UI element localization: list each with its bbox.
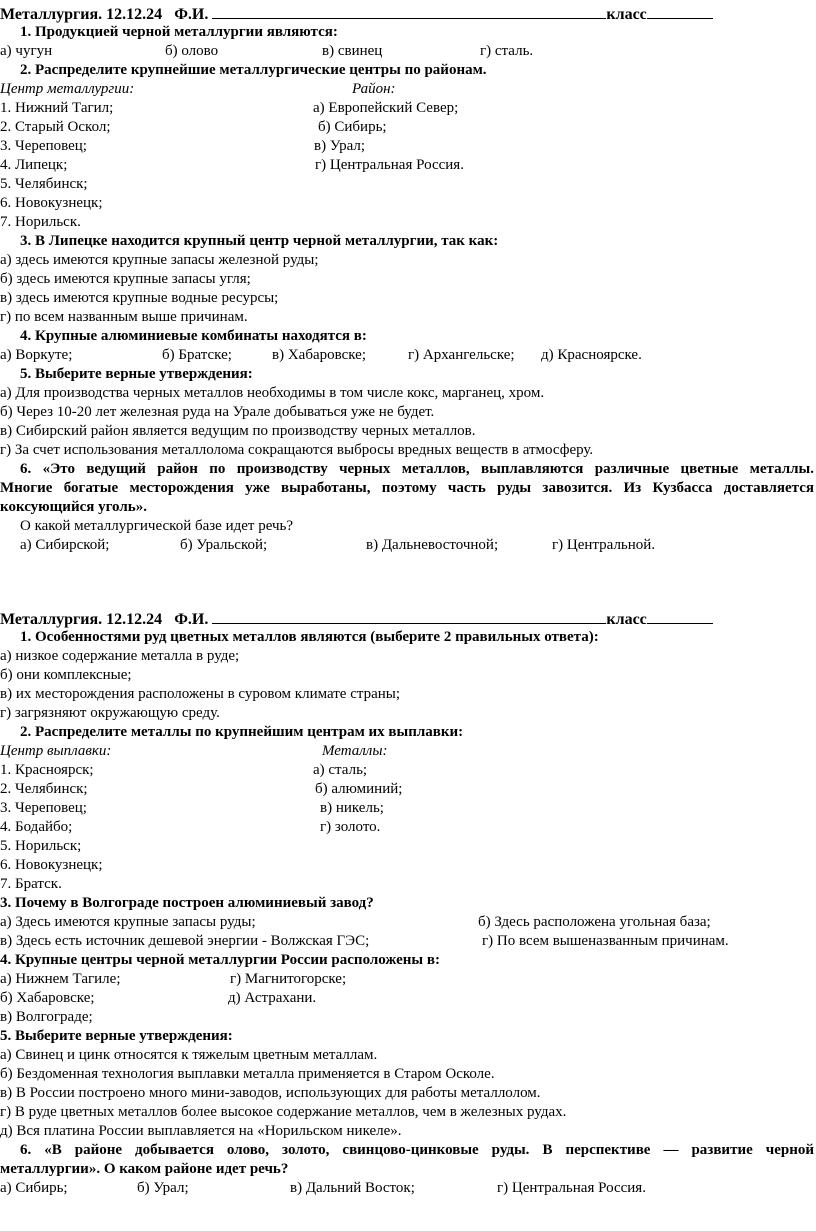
test1-q5-option-a: а) Для производства черных металлов необходимы в том числе кокс, марганец, хром. <box>0 385 545 401</box>
test1-q5-option-b: б) Через 10-20 лет железная руда на Урале добываться уже не будет. <box>0 404 435 420</box>
test1-q2-center: 1. Нижний Тагил; <box>0 100 114 116</box>
test1-q2-region: в) Урал; <box>314 138 366 154</box>
test1-q2-row <box>0 99 816 117</box>
test2-q2-title: 2. Распределите металлы по крупнейшим центрам их выплавки: <box>20 724 464 740</box>
test1-q3-option-d: г) по всем названным выше причинам. <box>0 309 248 325</box>
test2-q2-center: 5. Норильск; <box>0 838 82 854</box>
test1-q6-text-line3: коксующийся уголь». <box>0 499 147 515</box>
test2-q2-center: 2. Челябинск; <box>0 781 88 797</box>
test2-q3-option-c: в) Здесь есть источник дешевой энергии - Волжская ГЭС; <box>0 933 370 949</box>
test1-fio-field[interactable] <box>212 4 606 19</box>
test1-q1-option-d: г) сталь. <box>480 43 534 59</box>
test1-q3-title: 3. В Липецке находится крупный центр черной металлургии, так как: <box>20 233 499 249</box>
test1-header <box>0 4 713 22</box>
test2-q4-option-c: в) Волгограде; <box>0 1009 93 1025</box>
test2-q2-center: 6. Новокузнецк; <box>0 857 103 873</box>
test2-q1-option-d: г) загрязняют окружающую среду. <box>0 705 220 721</box>
test1-q2-title: 2. Распределите крупнейшие металлургические центры по районам. <box>20 62 487 78</box>
test2-q6-option-c: в) Дальний Восток; <box>290 1180 415 1196</box>
test1-q4-option-e: д) Красноярске. <box>541 347 642 363</box>
test2-q6-text-line1: 6. «В районе добывается олово, золото, свинцово-цинковые руды. В перспективе — развитие черной <box>20 1142 814 1158</box>
test2-q4-option-e: д) Астрахани. <box>228 990 317 1006</box>
test1-q4-option-a: а) Воркуте; <box>0 347 73 363</box>
test1-q2-center: 3. Череповец; <box>0 138 87 154</box>
test2-q4-option-a: а) Нижнем Тагиле; <box>0 971 121 987</box>
test1-q5-option-c: в) Сибирский район является ведущим по производству черных металлов. <box>0 423 476 439</box>
test2-q5-option-b: б) Бездоменная технология выплавки металла применяется в Старом Осколе. <box>0 1066 495 1082</box>
test2-fio-field[interactable] <box>212 609 606 624</box>
test1-q4-option-c: в) Хабаровске; <box>272 347 366 363</box>
test2-q2-metal: в) никель; <box>320 800 384 816</box>
test2-q2-center: 1. Красноярск; <box>0 762 94 778</box>
test1-q6-option-c: в) Дальневосточной; <box>366 537 499 553</box>
test1-q5-title: 5. Выберите верные утверждения: <box>20 366 253 382</box>
test1-q2-col-left: Центр металлургии: <box>0 81 135 97</box>
test2-q4-row <box>0 970 816 988</box>
test1-q2-columns <box>0 80 816 98</box>
test1-q1-option-b: б) олово <box>165 43 219 59</box>
test1-q1-options <box>0 42 816 60</box>
test1-fio-label: Ф.И. <box>174 6 209 23</box>
test1-q3-option-b: б) здесь имеются крупные запасы угля; <box>0 271 251 287</box>
test1-q3-option-c: в) здесь имеются крупные водные ресурсы; <box>0 290 279 306</box>
test2-q1-option-c: в) их месторождения расположены в суровом климате страны; <box>0 686 401 702</box>
test2-q5-option-e: д) Вся платина России выплавляется на «Норильском никеле». <box>0 1123 402 1139</box>
test2-q1-option-b: б) они комплексные; <box>0 667 132 683</box>
test2-q2-center: 3. Череповец; <box>0 800 87 816</box>
test2-q3-option-b: б) Здесь расположена угольная база; <box>478 914 711 930</box>
test2-q2-col-right: Металлы: <box>322 743 388 759</box>
test1-q6-text-line2: Многие богатые месторождения уже выработаны, поэтому часть руды завозится. Из Кузбасса доставляется <box>0 480 814 496</box>
test2-q2-center: 4. Бодайбо; <box>0 819 73 835</box>
test2-q4-title: 4. Крупные центры черной металлургии России расположены в: <box>0 952 440 968</box>
test1-q6-option-a: а) Сибирской; <box>20 537 110 553</box>
test1-class-field[interactable] <box>647 4 713 19</box>
test2-q3-option-d: г) По всем вышеназванным причинам. <box>482 933 729 949</box>
test1-q1-option-a: а) чугун <box>0 43 53 59</box>
test1-q4-option-d: г) Архангельске; <box>408 347 515 363</box>
test1-q2-row <box>0 137 816 155</box>
test1-q1-title: 1. Продукцией черной металлургии являются: <box>20 24 338 40</box>
test1-q4-option-b: б) Братске; <box>162 347 232 363</box>
test1-q6-text-line1: 6. «Это ведущий район по производству черных металлов, выплавляются различные цветные металлы. <box>20 461 814 477</box>
test1-q3-option-a: а) здесь имеются крупные запасы железной руды; <box>0 252 319 268</box>
test1-q6-option-d: г) Центральной. <box>552 537 656 553</box>
test2-q4-row <box>0 989 816 1007</box>
test2-fio-label: Ф.И. <box>174 611 209 628</box>
test2-q2-center: 7. Братск. <box>0 876 62 892</box>
test1-q2-row <box>0 118 816 136</box>
test1-q4-options <box>0 346 816 364</box>
test1-q2-col-right: Район: <box>352 81 396 97</box>
test1-q2-center: 4. Липецк; <box>0 157 68 173</box>
test2-q3-row <box>0 913 816 931</box>
test2-q6-option-d: г) Центральная Россия. <box>497 1180 646 1196</box>
test2-q2-row <box>0 799 816 817</box>
test1-q6-options <box>0 536 816 554</box>
test1-q6-question: О какой металлургической базе идет речь? <box>20 518 294 534</box>
test2-header <box>0 609 713 627</box>
test1-q2-row <box>0 156 816 174</box>
test2-q2-metal: а) сталь; <box>313 762 368 778</box>
test2-q4-option-d: г) Магнитогорске; <box>230 971 347 987</box>
test2-q2-row <box>0 761 816 779</box>
test1-q6-option-b: б) Уральской; <box>180 537 268 553</box>
test2-q2-metal: б) алюминий; <box>315 781 403 797</box>
test1-class-label: класс <box>606 6 647 23</box>
test1-q4-title: 4. Крупные алюминиевые комбинаты находятся в: <box>20 328 367 344</box>
test1-q2-region: а) Европейский Север; <box>313 100 459 116</box>
test2-class-field[interactable] <box>647 609 713 624</box>
test2-q6-text-line2: металлургии». О каком районе идет речь? <box>0 1161 289 1177</box>
test1-q1-option-c: в) свинец <box>322 43 383 59</box>
test1-q2-center: 7. Норильск. <box>0 214 81 230</box>
test2-q4-option-b: б) Хабаровске; <box>0 990 95 1006</box>
test2-q2-columns <box>0 742 816 760</box>
test2-q2-row <box>0 818 816 836</box>
test1-q2-region: б) Сибирь; <box>318 119 387 135</box>
test2-q3-option-a: а) Здесь имеются крупные запасы руды; <box>0 914 256 930</box>
test2-q5-option-d: г) В руде цветных металлов более высокое содержание металлов, чем в железных рудах. <box>0 1104 567 1120</box>
test2-q1-title: 1. Особенностями руд цветных металлов являются (выберите 2 правильных ответа): <box>20 629 599 645</box>
test2-q2-row <box>0 780 816 798</box>
test2-q6-option-a: а) Сибирь; <box>0 1180 68 1196</box>
test2-q2-col-left: Центр выплавки: <box>0 743 112 759</box>
test2-q6-option-b: б) Урал; <box>137 1180 189 1196</box>
test2-q3-row <box>0 932 816 950</box>
test1-q2-region: г) Центральная Россия. <box>315 157 464 173</box>
test1-q2-center: 6. Новокузнецк; <box>0 195 103 211</box>
test2-q3-title: 3. Почему в Волгограде построен алюминиевый завод? <box>0 895 374 911</box>
test2-class-label: класс <box>606 611 647 628</box>
test2-q1-option-a: а) низкое содержание металла в руде; <box>0 648 240 664</box>
test1-q2-center: 2. Старый Оскол; <box>0 119 111 135</box>
test2-q5-title: 5. Выберите верные утверждения: <box>0 1028 233 1044</box>
test2-q5-option-a: а) Свинец и цинк относятся к тяжелым цветным металлам. <box>0 1047 378 1063</box>
test2-q6-options <box>0 1179 816 1197</box>
test2-q2-metal: г) золото. <box>320 819 381 835</box>
test2-title: Металлургия. 12.12.24 <box>0 611 163 628</box>
test1-title: Металлургия. 12.12.24 <box>0 6 163 23</box>
test1-q5-option-d: г) За счет использования металлолома сокращаются выбросы вредных веществ в атмосферу. <box>0 442 594 458</box>
test2-q5-option-c: в) В России построено много мини-заводов, использующих для работы металлолом. <box>0 1085 541 1101</box>
test1-q2-center: 5. Челябинск; <box>0 176 88 192</box>
